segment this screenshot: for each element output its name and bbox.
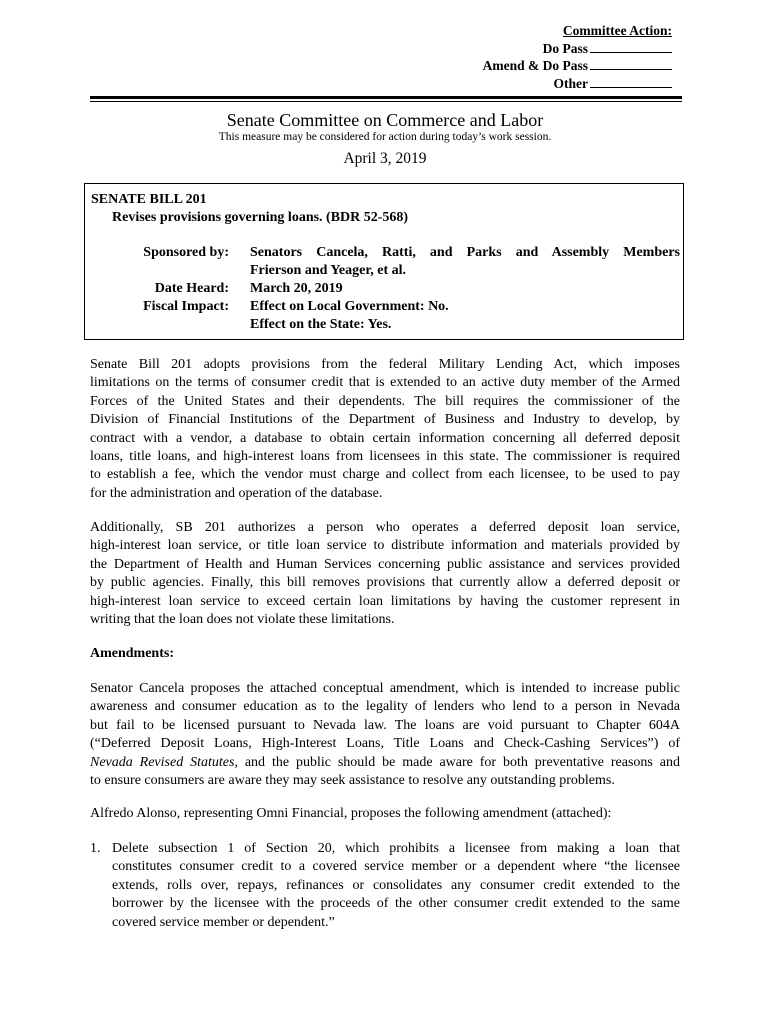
bill-description: Revises provisions governing loans. (BDR 52-568) xyxy=(112,210,409,225)
work-session-note: This measure may be considered for action during today’s work session. xyxy=(218,131,552,143)
committee-action-block xyxy=(483,22,672,92)
bill-number: SENATE BILL 201 xyxy=(91,192,207,207)
item-number: 1. xyxy=(90,841,101,856)
bill-summary-box xyxy=(84,183,684,340)
hearing-date: April 3, 2019 xyxy=(343,150,427,167)
committee-action-heading: Committee Action: xyxy=(562,23,672,38)
paragraph-cancela-amendment: Senator Cancela proposes the attached conceptual amendment, which is intended to increase public awareness and consumer education as to the legality of lenders who lend to a person in Nevada but fail to be licensed pursuant to Nevada law. The loans are void pursuant to Chapter 604A (“Deferred Deposit Loans, High-Interest Loans, Title Loans and Check-Cashing Services”) of Nevada Revised Statutes, and the public should be made aware for both preventative reasons and to ensure consumers are aware they may seek assistance to resolve any outstanding problems. xyxy=(90,681,680,789)
header-rule-thick xyxy=(90,96,682,99)
fiscal-local-value: Effect on Local Government: No. xyxy=(250,299,449,314)
date-heard-value: March 20, 2019 xyxy=(250,281,343,296)
fiscal-state-value: Effect on the State: Yes. xyxy=(250,317,392,332)
header-rule-thin xyxy=(90,101,682,102)
do-pass-blank xyxy=(590,40,672,53)
other-blank xyxy=(590,75,672,88)
other-line: Other xyxy=(483,75,672,93)
sponsors-line-2: Frierson and Yeager, et al. xyxy=(250,263,407,278)
fiscal-impact-label: Fiscal Impact: xyxy=(143,299,229,314)
paragraph-summary: Senate Bill 201 adopts provisions from the federal Military Lending Act, which imposes limitations on the terms of consumer credit that is extended to an active duty member of the Armed Forces of the United States and their dependents. The bill requires the commissioner of the Division of Financial Institutions of the Department of Business and Industry to develop, by contract with a vendor, a database to obtain certain information concerning all deferred deposit loans, title loans, and high-interest loans from licensees in this state. The commissioner is required to establish a fee, which the vendor must charge and collect from each licensee, to be used to pay for the administration and operation of the database. xyxy=(90,357,680,501)
sponsored-by-label: Sponsored by: xyxy=(143,245,229,260)
paragraph-additionally: Additionally, SB 201 authorizes a person who operates a deferred deposit loan service, high-interest loan service, or title loan service to distribute information and materials provided by the Department of Health and Human Services concerning public assistance and services provided by public agencies. Finally, this bill removes provisions that currently allow a deferred deposit or high-interest loan service to exceed certain loan limitations by having the customer represent in writing that the loan does not violate these limitations. xyxy=(90,520,680,628)
amend-do-pass-blank xyxy=(590,57,672,70)
item-text: Delete subsection 1 of Section 20, which prohibits a licensee from making a loan that constitutes consumer credit to a covered service member or a dependent where “the licensee extends, rolls over, repays, refinances or consolidates any consumer credit extended to the borrower by the licensee with the proceeds of the other consumer credit extended to the same covered service member or dependent.” xyxy=(112,841,680,930)
paragraph-alonso: Alfredo Alonso, representing Omni Financial, proposes the following amendment (attached): xyxy=(90,806,612,821)
committee-title: Senate Committee on Commerce and Labor xyxy=(226,110,544,130)
amend-do-pass-line: Amend & Do Pass xyxy=(483,57,672,75)
date-heard-label: Date Heard: xyxy=(154,281,229,296)
nrs-line: Nevada Revised Statutes, and the public should be made aware for both preventative reasons and xyxy=(90,754,680,770)
do-pass-line: Do Pass xyxy=(483,40,672,58)
sponsors-line-1: Senators Cancela, Ratti, and Parks and Assembly Members xyxy=(250,245,680,260)
amendments-heading: Amendments: xyxy=(90,646,174,661)
